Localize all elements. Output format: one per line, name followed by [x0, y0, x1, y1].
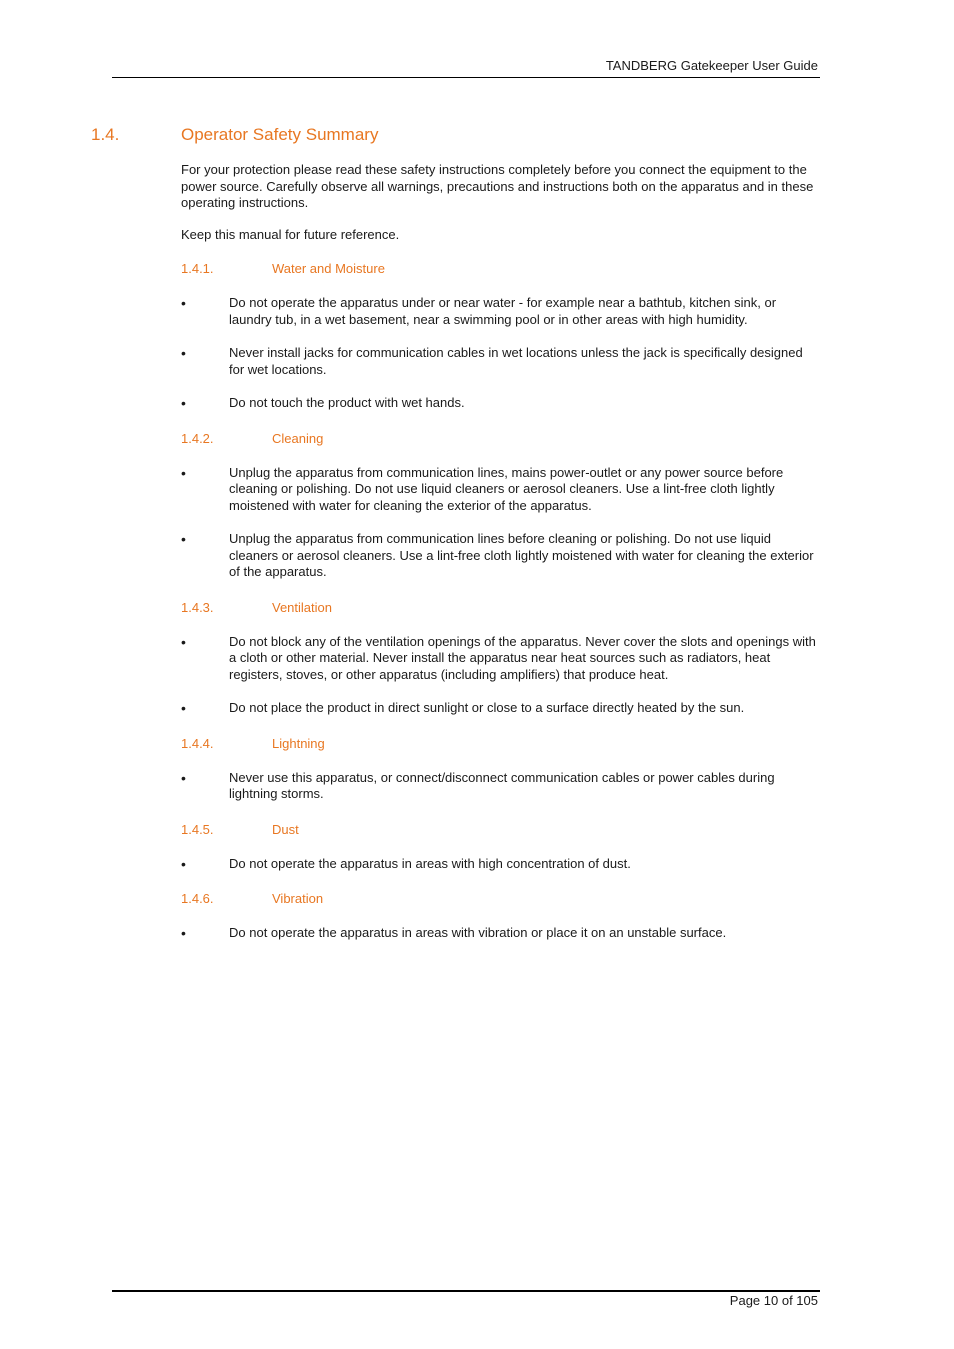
bullet-icon: •: [181, 925, 186, 941]
subsection-title: Cleaning: [272, 430, 324, 446]
list-item-text: Never install jacks for communication cables in wet locations unless the jack is specifically designed for wet locations.: [229, 345, 803, 377]
list-item-text: Never use this apparatus, or connect/disconnect communication cables or power cables during lightning storms.: [229, 769, 775, 801]
bullet-icon: •: [181, 295, 186, 311]
list-item-text: Do not place the product in direct sunlight or close to a surface directly heated by the sun.: [229, 700, 745, 715]
list-item-text: Unplug the apparatus from communication lines before cleaning or polishing. Do not use liquid cleaners or aerosol cleaners. Use a lint-free cloth lightly moistened with water for cleaning the exterior of the apparatus.: [229, 531, 814, 579]
section-number: 1.4.: [91, 125, 120, 144]
subsection-number: 1.4.5.: [181, 821, 214, 837]
subsection-heading: [181, 736, 821, 752]
main-content: [181, 162, 821, 961]
list-item: [181, 700, 821, 717]
page-number: Page 10 of 105: [729, 1293, 818, 1308]
bullet-icon: •: [181, 464, 186, 481]
list-item: [181, 345, 821, 378]
subsection-heading: [181, 431, 821, 447]
list-item-text: Unplug the apparatus from communication lines, mains power-outlet or any power source before cleaning or polishing. Do not use liquid cleaners or aerosol cleaners. Use a lint-free cloth lightly moistened with water for cleaning the exterior of the apparatus.: [229, 464, 784, 513]
bullet-list: [181, 925, 821, 942]
intro-paragraph: For your protection please read these safety instructions completely before you connect the equipment to the power source. Carefully observe all warnings, precautions and instructions both on the apparatus and in these operating instructions.: [181, 162, 814, 210]
list-item-text: Do not block any of the ventilation openings of the apparatus. Never cover the slots and openings with a cloth or other material. Never install the apparatus near heat sources such as radiators, heat registers, stoves, or other apparatus (including amplifiers) that produce heat.: [229, 633, 816, 682]
document-title: TANDBERG Gatekeeper User Guide: [605, 58, 818, 73]
subsection-number: 1.4.1.: [181, 261, 214, 276]
bullet-list: [181, 295, 821, 412]
subsection-number: 1.4.4.: [181, 735, 214, 751]
subsection-number: 1.4.3.: [181, 599, 214, 615]
subsection-title: Vibration: [272, 891, 324, 906]
bullet-list: [181, 856, 821, 873]
section-title: Operator Safety Summary: [181, 125, 379, 144]
subsection-heading: [181, 600, 821, 616]
subsection-heading: [181, 891, 821, 907]
subsection-vibration: [181, 891, 821, 942]
list-item: [181, 531, 821, 581]
list-item: [181, 395, 821, 412]
list-item: [181, 295, 821, 328]
subsection-title: Ventilation: [272, 599, 332, 615]
list-item: [181, 856, 821, 873]
bullet-icon: •: [181, 769, 186, 786]
footer-rule: [112, 1290, 820, 1292]
list-item-text: Do not operate the apparatus under or near water - for example near a bathtub, kitchen sink, or laundry tub, in a wet basement, near a swimming pool or in other areas with high humidity.: [229, 295, 777, 327]
bullet-list: [181, 770, 821, 803]
bullet-icon: •: [181, 345, 186, 361]
list-item: [181, 634, 821, 684]
subsection-dust: [181, 822, 821, 873]
keep-manual-note: Keep this manual for future reference.: [181, 226, 400, 242]
list-item-text: Do not touch the product with wet hands.: [229, 395, 465, 410]
subsection-title: Water and Moisture: [272, 261, 385, 276]
subsection-heading: [181, 261, 821, 277]
bullet-icon: •: [181, 395, 186, 411]
subsection-cleaning: [181, 431, 821, 581]
subsection-title: Lightning: [272, 735, 325, 751]
list-item-text: Do not operate the apparatus in areas with high concentration of dust.: [229, 855, 631, 871]
list-item: [181, 925, 821, 942]
bullet-icon: •: [181, 633, 186, 650]
list-item-text: Do not operate the apparatus in areas with vibration or place it on an unstable surface.: [229, 925, 727, 940]
bullet-icon: •: [181, 700, 186, 716]
list-item: [181, 465, 821, 515]
bullet-list: [181, 465, 821, 581]
bullet-icon: •: [181, 531, 186, 547]
bullet-list: [181, 634, 821, 717]
subsection-ventilation: [181, 600, 821, 717]
subsection-number: 1.4.6.: [181, 891, 214, 906]
list-item: [181, 770, 821, 803]
subsection-heading: [181, 822, 821, 838]
bullet-icon: •: [181, 855, 186, 872]
subsection-water: [181, 261, 821, 412]
header-rule: [112, 77, 820, 78]
subsection-lightning: [181, 736, 821, 803]
subsection-title: Dust: [272, 821, 299, 837]
subsection-number: 1.4.2.: [181, 430, 214, 446]
